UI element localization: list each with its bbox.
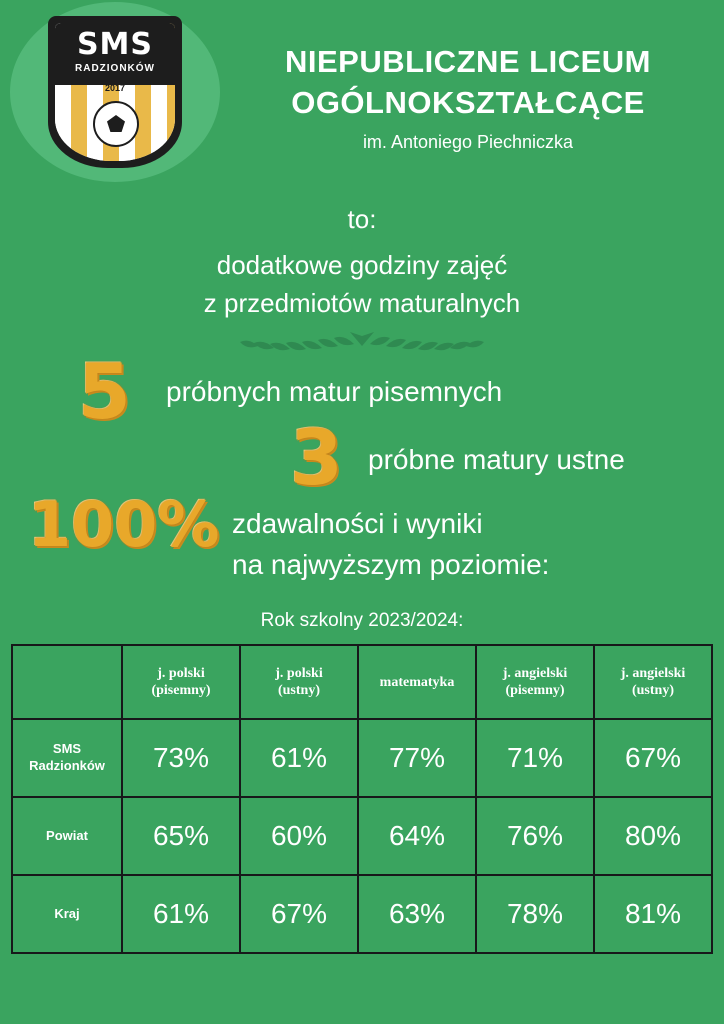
column-header-polski-pisemny: [122, 645, 240, 719]
intro-lead-line-1: dodatkowe godziny zajęć: [216, 250, 508, 280]
crest-initials-text: SMS: [76, 27, 154, 62]
table-header-row: [12, 645, 712, 719]
stat-text-3: próbne matury ustne: [368, 444, 625, 476]
school-crest-logo: [48, 16, 182, 168]
cell-powiat-polski-pisemny: 65%: [122, 797, 240, 875]
stat-text-100-line-1: zdawalności i wyniki: [232, 508, 483, 540]
cell-sms-polski-ustny: 61%: [240, 719, 358, 797]
row-label-line-2: Radzionków: [29, 758, 105, 774]
table-row: [12, 719, 712, 797]
column-header-line-2: (pisemny): [151, 683, 211, 699]
stat-row-100: [0, 486, 724, 582]
column-header-line-1: j. angielski: [620, 665, 686, 681]
intro-lead: [0, 247, 724, 322]
table-caption: Rok szkolny 2023/2024:: [260, 610, 464, 632]
crest-inner: [55, 23, 175, 161]
stat-text-100-line-2: na najwyższym poziomie:: [232, 548, 550, 580]
cell-sms-polski-pisemny: 73%: [122, 719, 240, 797]
stat-text-100: [232, 504, 549, 585]
school-title-block: [222, 42, 714, 153]
cell-sms-angielski-ustny: 67%: [594, 719, 712, 797]
column-header-line-2: (pisemny): [505, 683, 565, 699]
cell-kraj-matematyka: 63%: [358, 875, 476, 953]
stat-text-5: próbnych matur pisemnych: [166, 376, 503, 408]
cell-kraj-angielski-ustny: 81%: [594, 875, 712, 953]
results-table: [11, 644, 713, 954]
column-header-line-2: (ustny): [277, 683, 320, 699]
cell-sms-matematyka: 77%: [358, 719, 476, 797]
table-corner-cell: [12, 645, 122, 719]
results-table-head: [12, 645, 712, 719]
results-table-body: [12, 719, 712, 953]
column-header-angielski-pisemny: [476, 645, 594, 719]
stat-number-3: 3: [290, 413, 343, 503]
row-label-kraj: [12, 875, 122, 953]
stat-number-100: 100%: [28, 488, 220, 562]
column-header-line-2: (ustny): [631, 683, 674, 699]
row-label-line-1: Kraj: [54, 905, 80, 921]
column-header-line-1: j. polski: [275, 665, 323, 681]
crest-year-text: 2017: [104, 83, 126, 93]
row-label-sms: [12, 719, 122, 797]
row-label-line-1: Powiat: [46, 827, 88, 843]
page-title-line-1: NIEPUBLICZNE LICEUM: [285, 44, 651, 79]
stat-number-5: 5: [78, 347, 131, 437]
table-row: [12, 875, 712, 953]
column-header-angielski-ustny: [594, 645, 712, 719]
column-header-line-1: j. polski: [157, 665, 205, 681]
cell-kraj-polski-pisemny: 61%: [122, 875, 240, 953]
cell-powiat-angielski-pisemny: 76%: [476, 797, 594, 875]
stat-row-5: [0, 347, 724, 437]
intro-lead-line-2: z przedmiotów maturalnych: [203, 287, 521, 318]
stat-row-3: [0, 413, 724, 503]
page-subtitle: im. Antoniego Piechniczka: [362, 131, 574, 152]
cell-sms-angielski-pisemny: 71%: [476, 719, 594, 797]
table-row: [12, 797, 712, 875]
column-header-polski-ustny: [240, 645, 358, 719]
row-label-line-1: SMS: [52, 741, 82, 757]
column-header-line-1: matematyka: [379, 674, 455, 690]
page-title-line-2: OGÓLNOKSZTAŁCĄCE: [291, 84, 645, 120]
row-label-powiat: [12, 797, 122, 875]
cell-kraj-angielski-pisemny: 78%: [476, 875, 594, 953]
cell-kraj-polski-ustny: 67%: [240, 875, 358, 953]
intro-to-text: to:: [347, 204, 377, 234]
cell-powiat-matematyka: 64%: [358, 797, 476, 875]
cell-powiat-angielski-ustny: 80%: [594, 797, 712, 875]
column-header-line-1: j. angielski: [502, 665, 568, 681]
column-header-matematyka: [358, 645, 476, 719]
cell-powiat-polski-ustny: 60%: [240, 797, 358, 875]
header: [0, 0, 724, 190]
crest-town-text: RADZIONKÓW: [75, 63, 155, 74]
soccer-ball-icon: [93, 101, 139, 147]
